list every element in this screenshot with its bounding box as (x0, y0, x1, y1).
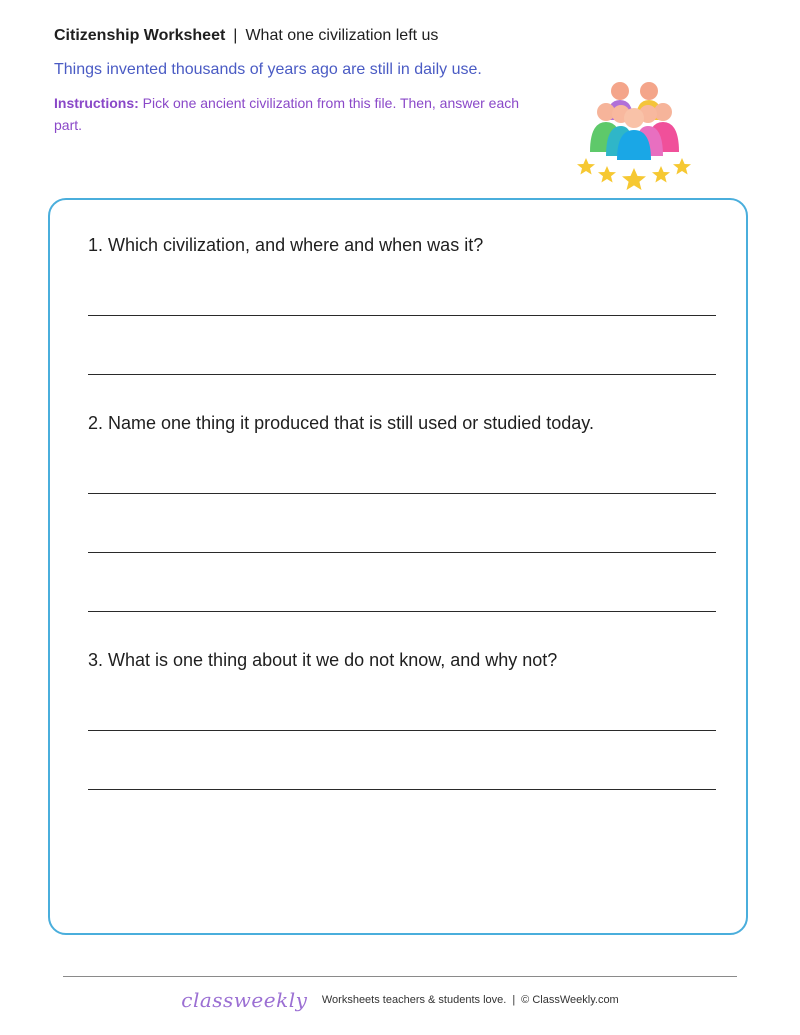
answer-line[interactable] (88, 730, 716, 731)
answer-line[interactable] (88, 374, 716, 375)
question-2-text: 2. Name one thing it produced that is still used or studied today. (88, 413, 594, 433)
question-3-text: 3. What is one thing about it we do not know, and why not? (88, 650, 558, 670)
answer-line[interactable] (88, 315, 716, 316)
question-3 (88, 649, 718, 671)
instructions-label: Instructions: (54, 95, 139, 111)
questions-box (48, 198, 748, 935)
question-2 (88, 412, 718, 434)
group-of-people-with-stars-icon (574, 78, 694, 198)
footer (0, 988, 800, 1012)
question-1-text: 1. Which civilization, and where and when was it? (88, 235, 484, 255)
brand-logo: classweekly (181, 988, 308, 1012)
title-line (54, 26, 574, 46)
answer-line[interactable] (88, 611, 716, 612)
footer-separator: | (512, 994, 516, 1006)
footer-copyright: © ClassWeekly.com (521, 994, 619, 1006)
worksheet-header (54, 26, 574, 136)
worksheet-subtitle: Things invented thousands of years ago are still in daily use. (54, 61, 482, 78)
instructions (54, 92, 544, 136)
question-1 (88, 234, 718, 256)
footer-tagline: Worksheets teachers & students love. (321, 994, 507, 1006)
answer-line[interactable] (88, 552, 716, 553)
instructions-text: Pick one ancient civilization from this file. Then, answer each part. (54, 95, 520, 133)
worksheet-title: Citizenship Worksheet (54, 27, 226, 44)
title-separator: | (233, 27, 238, 44)
worksheet-topic: What one civilization left us (245, 27, 439, 44)
answer-line[interactable] (88, 493, 716, 494)
footer-divider (63, 976, 737, 977)
answer-line[interactable] (88, 789, 716, 790)
